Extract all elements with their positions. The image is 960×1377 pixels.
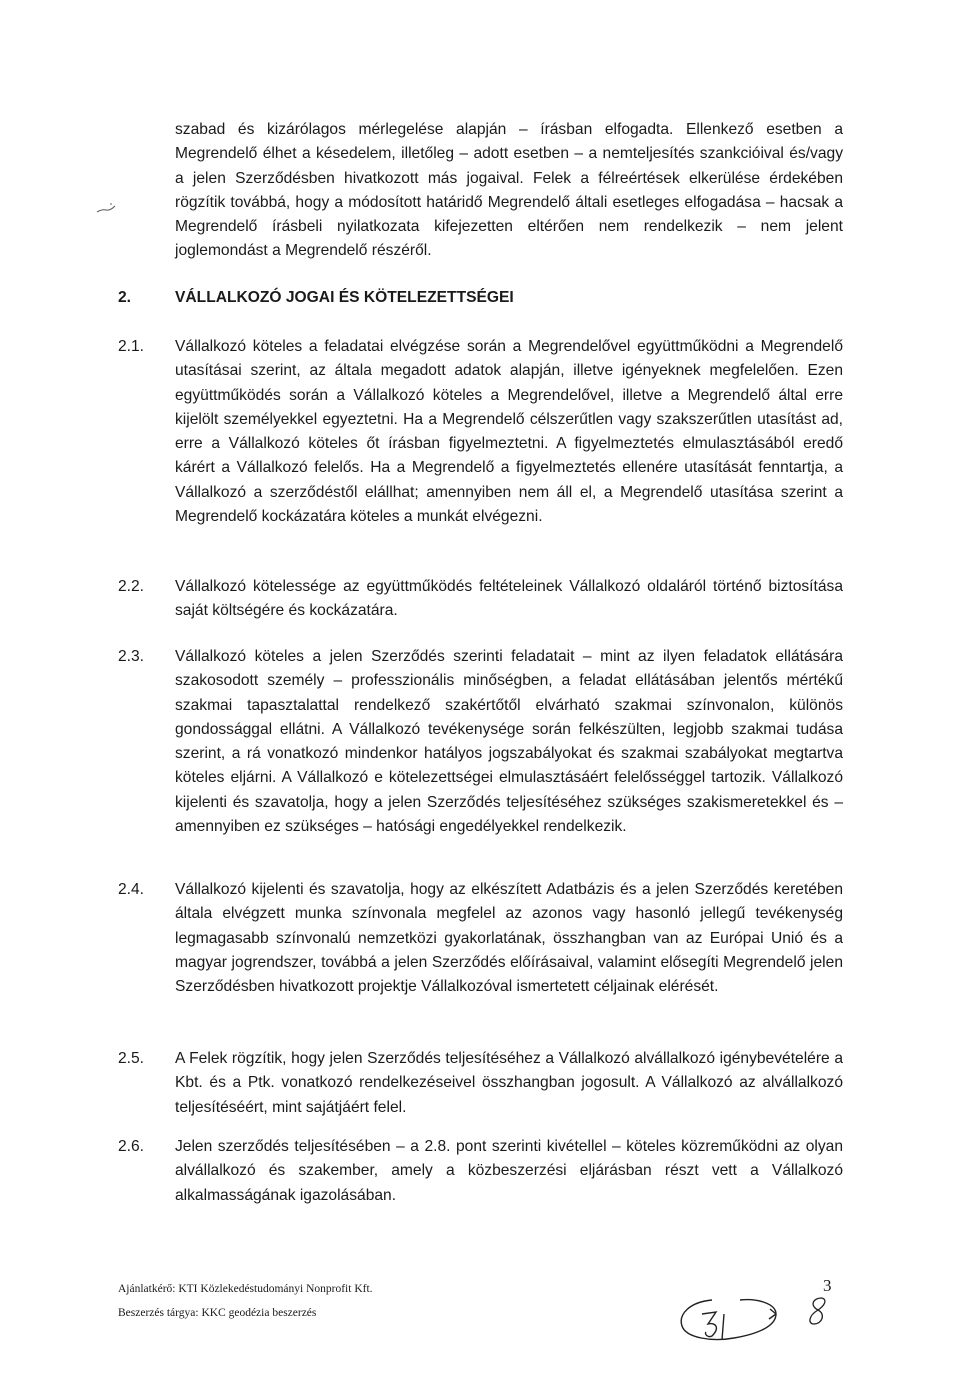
footer-client: Ajánlatkérő: KTI Közlekedéstudományi Nonprofit Kft. bbox=[118, 1283, 373, 1295]
scan-artifact-mark bbox=[96, 200, 116, 216]
handwritten-initials-signature bbox=[672, 1292, 842, 1352]
clause-2-3-text: Vállalkozó köteles a jelen Szerződés szerinti feladatait – mint az ilyen feladatok ellátására szakosodott személy – professzionális minőségben, a feladat ellátásában jelentős mértékű szakmai tapasztalattal rendelkező szakértőtől elvárható szakmai színvonalon, különös gondossággal ellátni. A Vállalkozó tevékenysége során felkészülten, legjobb szakmai tudása szerint, a rá vonatkozó mindenkor hatályos jogszabályokat és szakmai szabályokat megtartva köteles eljárni. A Vállalkozó e kötelezettségei elmulasztásáért felelősséggel tartozik. Vállalkozó kijelenti és szavatolja, hogy a jelen Szerződés teljesítéséhez szükséges szakismeretekkel és – amennyiben ez szükséges – hatósági engedélyekkel rendelkezik. bbox=[175, 648, 843, 836]
clause-2-2-text: Vállalkozó kötelessége az együttműködés feltételeinek Vállalkozó oldaláról történő biztosítása saját költségére és kockázatára. bbox=[175, 578, 843, 620]
page-number: 3 bbox=[823, 1276, 832, 1295]
section-number: 2. bbox=[118, 289, 132, 306]
clause-2-2-number: 2.2. bbox=[118, 578, 145, 595]
clause-2-6-text: Jelen szerződés teljesítésében – a 2.8. pont szerinti kivétellel – köteles közreműködni az olyan alvállalkozó és szakember, amely a közbeszerzési eljárásban részt vett a Vállalkozó alkalmasságának igazolásában. bbox=[175, 1138, 843, 1204]
clause-2-5-text: A Felek rögzítik, hogy jelen Szerződés teljesítéséhez a Vállalkozó alvállalkozó igénybevételére a Kbt. és a Ptk. vonatkozó rendelkezéseivel összhangban jogosult. A Vállalkozó az alvállalkozó teljesítéséért, mint sajátjáért felel. bbox=[175, 1050, 843, 1116]
clause-2-4-text: Vállalkozó kijelenti és szavatolja, hogy az elkészített Adatbázis és a jelen Szerződés keretében általa elvégzett munka színvonala megfelel az azonos vagy hasonló jellegű tevékenység legmagasabb színvonalú nemzetközi gyakorlatának, összhangban van az Európai Unió és a magyar jogrendszer, továbbá a jelen Szerződés előírásaival, valamint elősegíti Megrendelő jelen Szerződésben hivatkozott projektje Vállalkozóval ismertetett céljainak elérését. bbox=[175, 881, 843, 996]
clause-2-1-text: Vállalkozó köteles a feladatai elvégzése során a Megrendelővel együttműködni a Megrendelő utasításai szerint, az általa megadott adatok alapján, illetve igényeknek megfelelően. Ezen együttműködés során a Vállalkozó köteles a Megrendelővel, illetve a Megrendelő által erre kijelölt személyekkel egyeztetni. Ha a Megrendelő célszerűtlen vagy szakszerűtlen utasítást ad, erre a Vállalkozó köteles őt írásban figyelmeztetni. A figyelmeztetés elmulasztásából eredő kárért a Vállalkozó felelős. Ha a Megrendelő a figyelmeztetés ellenére utasítását fenntartja, a Vállalkozó a szerződéstől elállhat; amennyiben nem áll el, a Megrendelő utasítása szerint a Megrendelő kockázatára köteles a munkát elvégezni. bbox=[175, 338, 843, 526]
section-title: VÁLLALKOZÓ JOGAI ÉS KÖTELEZETTSÉGEI bbox=[175, 289, 514, 306]
initials-handwritten bbox=[810, 1298, 825, 1324]
clause-2-5-number: 2.5. bbox=[118, 1050, 145, 1067]
clause-2-4-number: 2.4. bbox=[118, 881, 145, 898]
footer-subject: Beszerzés tárgya: KKC geodézia beszerzés bbox=[118, 1307, 317, 1319]
clause-2-1-number: 2.1. bbox=[118, 338, 145, 355]
clause-2-3-number: 2.3. bbox=[118, 648, 145, 665]
clause-2-6-number: 2.6. bbox=[118, 1138, 145, 1155]
intro-paragraph: szabad és kizárólagos mérlegelése alapján – írásban elfogadta. Ellenkező esetben a Megrendelő élhet a késedelem, illetőleg – adott esetben – a nemteljesítés szankcióival és/vagy a jelen Szerződésben hivatkozott más jogaival. Felek a félreértések elkerülése érdekében rögzítik továbbá, hogy a módosított határidő Megrendelő általi esetleges elfogadása – hacsak a Megrendelő írásbeli nyilatkozata kifejezetten eltérően nem rendelkezik – nem jelent joglemondást a Megrendelő részéről. bbox=[175, 121, 843, 260]
